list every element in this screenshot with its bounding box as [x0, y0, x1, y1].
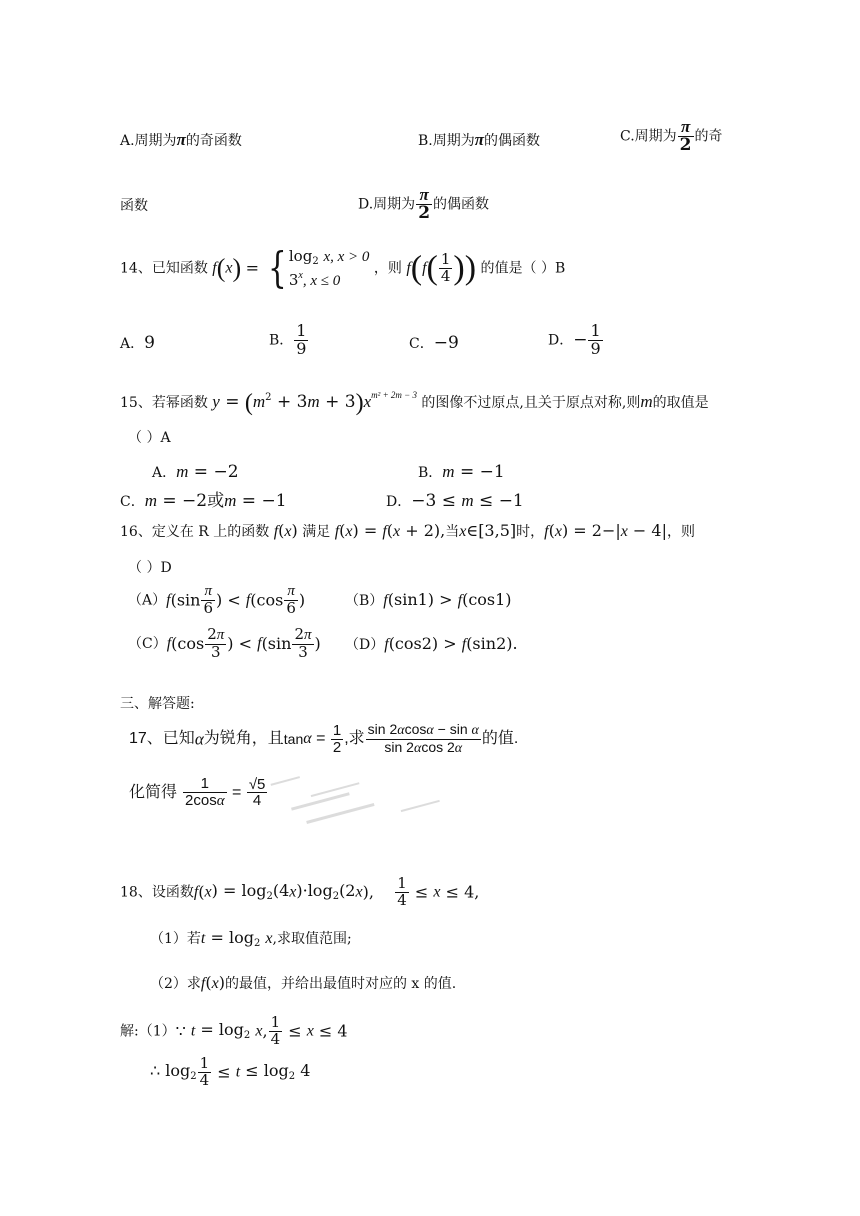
- scan-smudge: [270, 770, 470, 840]
- q13-option-a: A.周期为π的奇函数: [120, 130, 242, 149]
- q15-option-d: D．−3 ≤ m ≤ −1: [386, 491, 524, 511]
- q15-answer: （ ）A: [128, 430, 171, 446]
- q18-part2: （2）求f(x)的最值，并给出最值时对应的 x 的值.: [150, 973, 457, 992]
- q16-option-c: （C）f(cos $\frac{2\pi}{3}$ ) < f(sin $\frac{2\pi}{3}$ ): [128, 625, 321, 661]
- q15-stem: 15、若幂函数 $y = (m^2 + 3m + 3)x^{m^2 + 2m - 3}$ 的图像不过原点,且关于原点对称,则m的取值是: [120, 390, 709, 416]
- q16-option-b: （B）f(sin1) > f(cos1): [345, 590, 512, 609]
- q18-part1: （1）若$t = \log_2 x$,求取值范围;: [150, 928, 352, 949]
- q15-option-c: C．m = −2或m = −1: [120, 491, 287, 511]
- q17-stem: 17、已知α为锐角，且tanα = $\frac{1}{2}$ ,求 $\frac{\text{sin 2αcosα − sin α}}{\sin 2\alpha\cos 2\alpha}$ 的值.: [129, 721, 519, 756]
- q15-option-a: A．m = −2: [152, 462, 239, 482]
- q13-option-b: B.周期为π的偶函数: [418, 130, 541, 149]
- q13-option-c: C.周期为 $\frac{\pi}{2}$ 的奇: [620, 117, 723, 155]
- q17-simplified: 化简得 $\frac{1}{2\cos\alpha}$ = $\frac{√5}{4}$: [129, 775, 266, 810]
- q13-option-d: D.周期为 $\frac{\pi}{2}$ 的偶函数: [358, 185, 490, 223]
- q16-option-a: （A）f(sin $\frac{\pi}{6}$ ) < f(cos $\frac{\pi}{6}$ ): [128, 583, 306, 617]
- q13-option-c-cont: 函数: [120, 198, 148, 214]
- section-heading: 三、解答题:: [120, 696, 195, 712]
- q18-stem: 18、设函数$f(x) = \log_2(4x)\cdot\log_2(2x)$, $\frac{1}{4}$ ≤ x ≤ 4,: [120, 874, 480, 909]
- q14-stem: 14、已知函数 f(x) = { $\log_2 x$, x > 0 3$^x$, x ≤ 0 ，则 f(f( $\frac{1}{4}$ )) 的值是（ ）B: [120, 243, 566, 293]
- q16-stem: 16、定义在 R 上的函数 f(x) 满足 f(x) = f(x + 2),当x∈[3,5]时，f(x) = 2−|x − 4|，则: [120, 521, 695, 540]
- q16-option-d: （D）f(cos2) > f(sin2).: [345, 634, 518, 653]
- q18-solution-line1: 解:（1）∵ $t = \log_2 x$, $\frac{1}{4}$ ≤ x ≤ 4: [120, 1013, 348, 1048]
- q16-answer: （ ）D: [128, 560, 172, 576]
- q18-solution-line2: ∴ $\log_2$ $\frac{1}{4}$ ≤ $t \le \log_2 4$: [150, 1054, 311, 1089]
- q15-option-b: B．m = −1: [418, 462, 505, 482]
